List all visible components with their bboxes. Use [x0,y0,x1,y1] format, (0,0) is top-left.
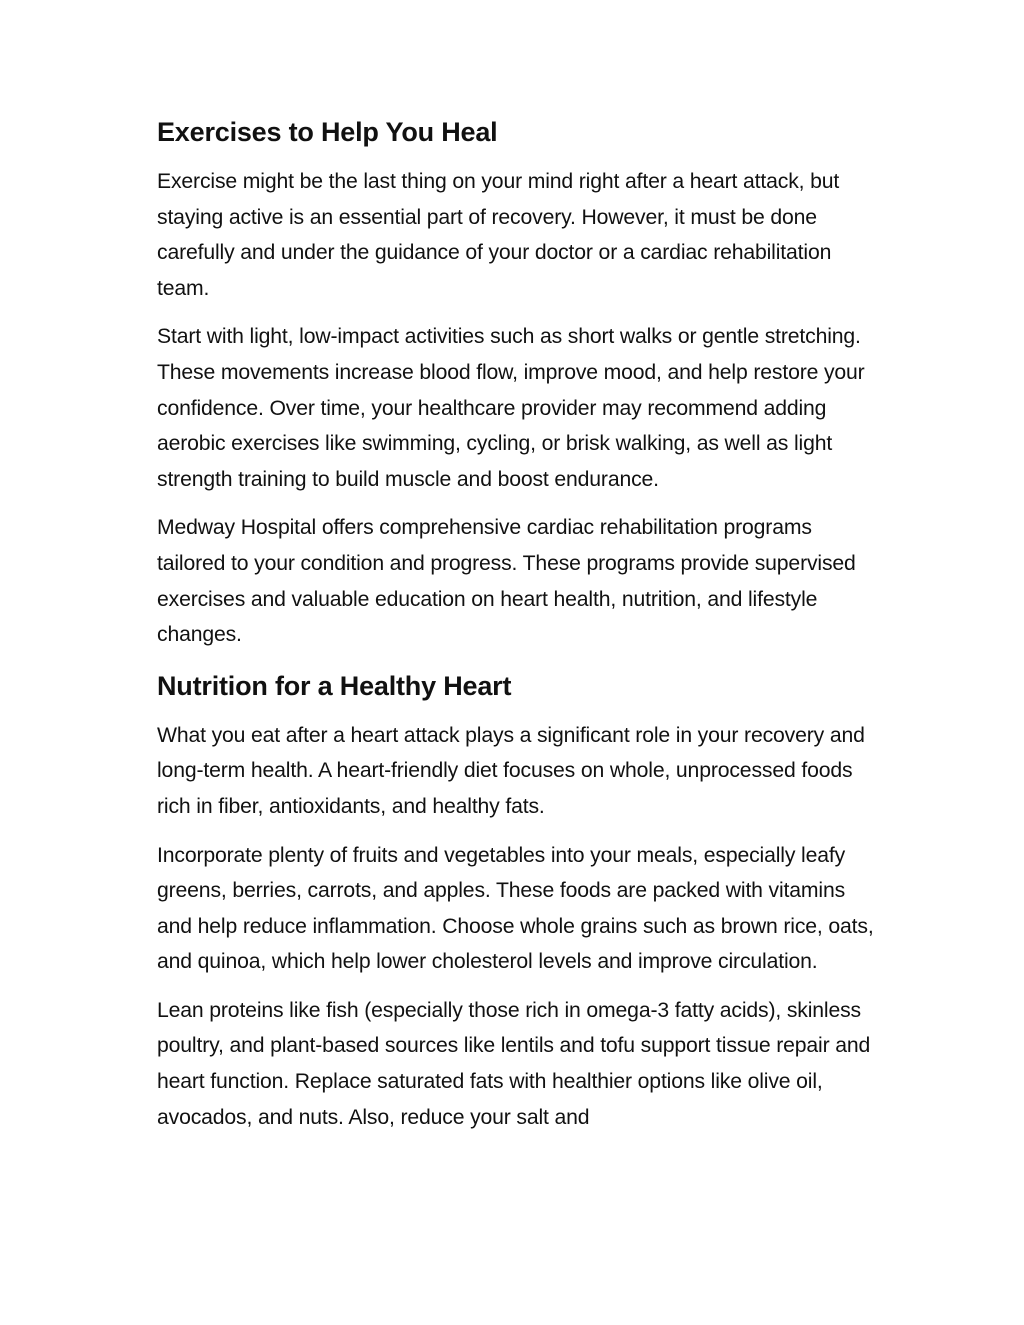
paragraph-lean-proteins: Lean proteins like fish (especially those rich in omega-3 fatty acids), skinless poultry, and plant-based sources like lentils and tofu support tissue repair and heart function. Replace saturated fats with healthier options like olive oil, avocados, and nuts. Also, reduce your salt and [157,998,871,1129]
paragraph-fruits-vegetables: Incorporate plenty of fruits and vegetables into your meals, especially leafy greens, berries, carrots, and apples. These foods are packed with vitamins and help reduce inflammation. Choose whole grains such as brown rice, oats, and quinoa, which help lower cholesterol levels and improve circulation. [157,843,874,974]
paragraph-light-activities: Start with light, low-impact activities such as short walks or gentle stretching. These movements increase blood flow, improve mood, and help restore your confidence. Over time, your healthcare provider may recommend adding aerobic exercises like swimming, cycling, or brisk walking, as well as light strength training to build muscle and boost endurance. [157,325,865,491]
section-heading-exercises: Exercises to Help You Heal [157,117,498,147]
paragraph-exercise-intro: Exercise might be the last thing on your mind right after a heart attack, but staying active is an essential part of recovery. However, it must be done carefully and under the guidance of your doctor or a cardiac rehabilitation team. [157,170,840,300]
section-nutrition [157,666,877,1136]
section-exercises [157,112,877,653]
document-page [157,112,877,1148]
paragraph-nutrition-intro: What you eat after a heart attack plays a significant role in your recovery and long-term health. A heart-friendly diet focuses on whole, unprocessed foods rich in fiber, antioxidants, and healthy fats. [157,723,865,818]
paragraph-cardiac-rehab: Medway Hospital offers comprehensive cardiac rehabilitation programs tailored to your condition and progress. These programs provide supervised exercises and valuable education on heart health, nutrition, and lifestyle changes. [157,516,856,647]
section-heading-nutrition: Nutrition for a Healthy Heart [157,670,512,701]
